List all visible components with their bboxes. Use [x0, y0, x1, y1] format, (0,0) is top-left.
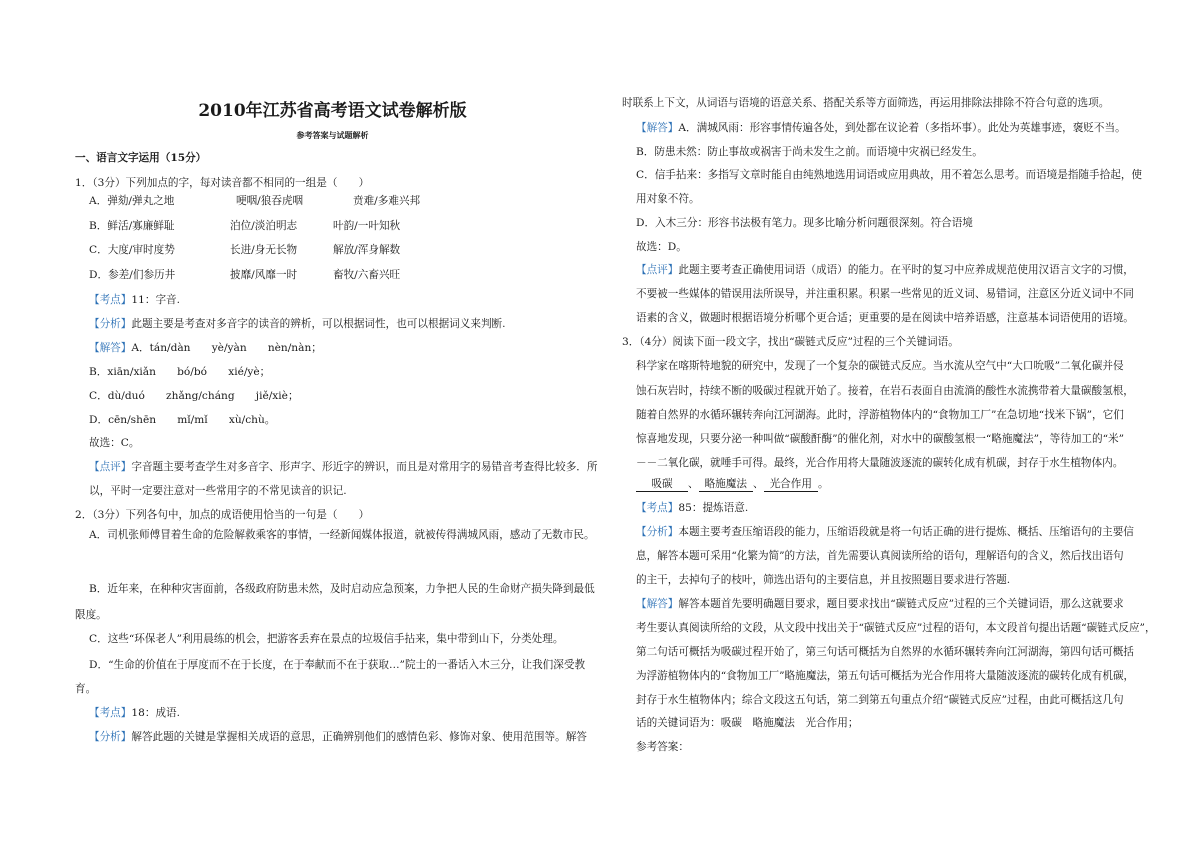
q3-jieda-6: 话的关键词语为：吸碳 略施魔法 光合作用； [636, 717, 859, 729]
q1-dianping: 【点评】字音题主要考查学生对多音字、形声字、形近字的辨识，而且是对常用字的易错音考查得比较多．所 [89, 461, 598, 473]
q2-answer: 故选：D。 [636, 241, 687, 253]
q3-passage-3: 随着自然界的水循环辗转奔向江河湖海。此时，浮游植物体内的“食物加工厂”在急切地“找米下锅”，它们 [636, 409, 1124, 421]
q1-option-c: C．大度/审时度势 [89, 244, 175, 256]
q2-fenxi-cont: 时联系上下文，从词语与语境的语意关系、搭配关系等方面筛选，再运用排除法排除不符合句意的选项。 [622, 97, 1110, 109]
q2-fenxi: 【分析】解答此题的关键是掌握相关成语的意思，正确辨别他们的感情色彩、修饰对象、使用范围等。解答 [89, 731, 587, 743]
q3-blank-2: 略施魔法 [699, 477, 753, 492]
q1-kaodian: 【考点】11：字音. [89, 294, 181, 306]
section-heading: 一、语言文字运用（15分） [75, 152, 207, 164]
q3-passage-4: 惊喜地发现，只要分泌一种叫做“碳酸酐酶”的催化剂，对水中的碳酸氢根一“略施魔法”，等待加工的“米” [636, 433, 1125, 445]
q1-jieda-d: D．cēn/shēn mǐ/mǐ xù/chù。 [89, 414, 276, 426]
q1-option-b-pair2: 泊位/淡泊明志 [230, 220, 298, 232]
q3-answer-blanks: 吸碳 、 略施魔法 、 光合作用 。 [636, 477, 829, 492]
q2-dianping-2: 不要被一些媒体的错误用法所误导，并注重积累。积累一些常见的近义词、易错词，注意区分近义词中不同 [636, 288, 1134, 300]
q1-option-c-pair3: 解放/浑身解数 [333, 244, 401, 256]
q3-fenxi-2: 息，解答本题可采用“化繁为简”的方法，首先需要认真阅读所给的语句，理解语句的含义，然后找出语句 [636, 550, 1124, 562]
q2-jieda: 【解答】A．满城风雨：形容事情传遍各处，到处都在议论着（多指坏事）。此处为英雄事迹，褒贬不当。 [636, 122, 1126, 134]
q2-dianping: 【点评】此题主要考查正确使用词语（成语）的能力。在平时的复习中应养成规范使用汉语言文字的习惯， [636, 264, 1134, 276]
q2-jieda-c-cont: 用对象不符。 [636, 193, 700, 205]
q1-option-a-pair2: 哽咽/狼吞虎咽 [236, 195, 304, 207]
q2-jieda-c: C．信手拈来：多指写文章时能自由纯熟地选用词语或应用典故，用不着怎么思考。而语境是指随手拾起，使 [636, 169, 1143, 181]
q3-stem: 3．（4分）阅读下面一段文字，找出“碳链式反应”过程的三个关键词语。 [622, 336, 959, 348]
q3-passage-5: －－二氧化碳，就唾手可得。最终，光合作用将大量随波逐流的碳转化成有机碳，封存于水生植物体内。 [636, 457, 1124, 469]
q3-fenxi-3: 的主干，去掉句子的枝叶，筛选出语句的主要信息，并且按照题目要求进行答题. [636, 574, 1011, 586]
q1-option-b: B．鲜活/寡廉鲜耻 [89, 220, 175, 232]
q3-blank-3: 光合作用 [764, 477, 818, 492]
q2-stem: 2．（3分）下列各句中，加点的成语使用恰当的一句是（ ） [75, 509, 370, 521]
page-title: 2010年江苏省高考语文试卷解析版 [198, 101, 467, 121]
q1-option-a: A．弹劾/弹丸之地 [89, 195, 175, 207]
q2-jieda-b: B．防患未然：防止事故或祸害于尚未发生之前。而语境中灾祸已经发生。 [636, 146, 983, 158]
q3-passage-2: 蚀石灰岩时，持续不断的吸碳过程就开始了。接着，在岩石表面自由流淌的酸性水流携带着大量碳酸氢根， [636, 385, 1134, 397]
q3-passage-1: 科学家在喀斯特地貌的研究中，发现了一个复杂的碳链式反应。当水流从空气中“大口吮吸”二氧化碳并侵 [636, 360, 1124, 372]
q1-jieda-c: C．dù/duó zhǎng/cháng jiě/xiè； [89, 390, 299, 402]
q3-jieda-3: 第二句话可概括为吸碳过程开始了，第三句话可概括为自然界的水循环辗转奔向江河湖海，第四句话可概括 [636, 646, 1134, 658]
q1-fenxi: 【分析】此题主要是考查对多音字的读音的辨析，可以根据词性，也可以根据词义来判断. [89, 318, 506, 330]
q3-reference-answer: 参考答案： [636, 741, 689, 753]
q1-option-d: D．参差/们参历井 [89, 269, 176, 281]
q1-stem: 1．（3分）下列加点的字，每对读音都不相同的一组是（ ） [75, 177, 370, 189]
q2-jieda-d: D．入木三分：形容书法极有笔力。现多比喻分析问题很深刻。符合语境 [636, 217, 973, 229]
q3-blank-1: 吸碳 [636, 477, 688, 492]
q2-option-d-cont: 育。 [75, 683, 97, 695]
q1-option-c-pair2: 长进/身无长物 [230, 244, 298, 256]
q2-option-d: D．“生命的价值在于厚度而不在于长度，在于奉献而不在于获取…”院士的一番话入木三分，让我们深受教 [89, 659, 586, 671]
q2-option-b: B．近年来，在种种灾害面前，各级政府防患未然，及时启动应急预案，力争把人民的生命财产损失降到最低 [89, 583, 595, 595]
q1-option-d-pair2: 披靡/风靡一时 [230, 269, 298, 281]
q1-answer: 故选：C。 [89, 437, 140, 449]
q2-option-b-cont: 限度。 [75, 609, 107, 621]
q1-jieda: 【解答】A．tán/dàn yè/yàn nèn/nàn； [89, 342, 322, 354]
q1-dianping-2: 以，平时一定要注意对一些常用字的不常见读音的识记. [89, 485, 347, 497]
q2-option-a: A．司机张师傅冒着生命的危险解救乘客的事情，一经新闻媒体报道，就被传得满城风雨，感动了无数市民。 [89, 529, 595, 541]
q2-option-c: C．这些“环保老人”利用晨练的机会，把游客丢弃在景点的垃圾信手拈来，集中带到山下，分类处理。 [89, 633, 564, 645]
q2-kaodian: 【考点】18：成语. [89, 707, 181, 719]
q3-kaodian: 【考点】85：提炼语意. [636, 502, 749, 514]
q3-jieda-2: 考生要认真阅读所给的文段，从文段中找出关于“碳链式反应”过程的语句，本文段首句提出话题“碳链式反应”， [636, 622, 1156, 634]
q2-dianping-3: 语素的含义，做题时根据语境分析哪个更合适；更重要的是在阅读中培养语感，注意基本词语使用的语境。 [636, 312, 1134, 324]
q1-jieda-b: B．xiān/xiǎn bó/bó xié/yè； [89, 366, 271, 378]
q3-jieda: 【解答】解答本题首先要明确题目要求，题目要求找出“碳链式反应”过程的三个关键词语，那么这就要求 [636, 598, 1124, 610]
q1-option-d-pair3: 畜牧/六畜兴旺 [333, 269, 401, 281]
q3-fenxi: 【分析】本题主要考查压缩语段的能力，压缩语段就是将一句话正确的进行提炼、概括、压缩语句的主要信 [636, 526, 1134, 538]
q1-option-a-pair3: 贲难/多难兴邦 [353, 195, 421, 207]
page-subtitle: 参考答案与试题解析 [296, 130, 369, 140]
q3-jieda-4: 为浮游植物体内的“食物加工厂”略施魔法，第五句话可概括为光合作用将大量随波逐流的碳转化成有机碳， [636, 670, 1135, 682]
q3-jieda-5: 封存于水生植物体内；综合文段这五句话，第二到第五句重点介绍“碳链式反应”过程，由此可概括这几句 [636, 694, 1124, 706]
q1-option-b-pair3: 叶韵/一叶知秋 [333, 220, 401, 232]
